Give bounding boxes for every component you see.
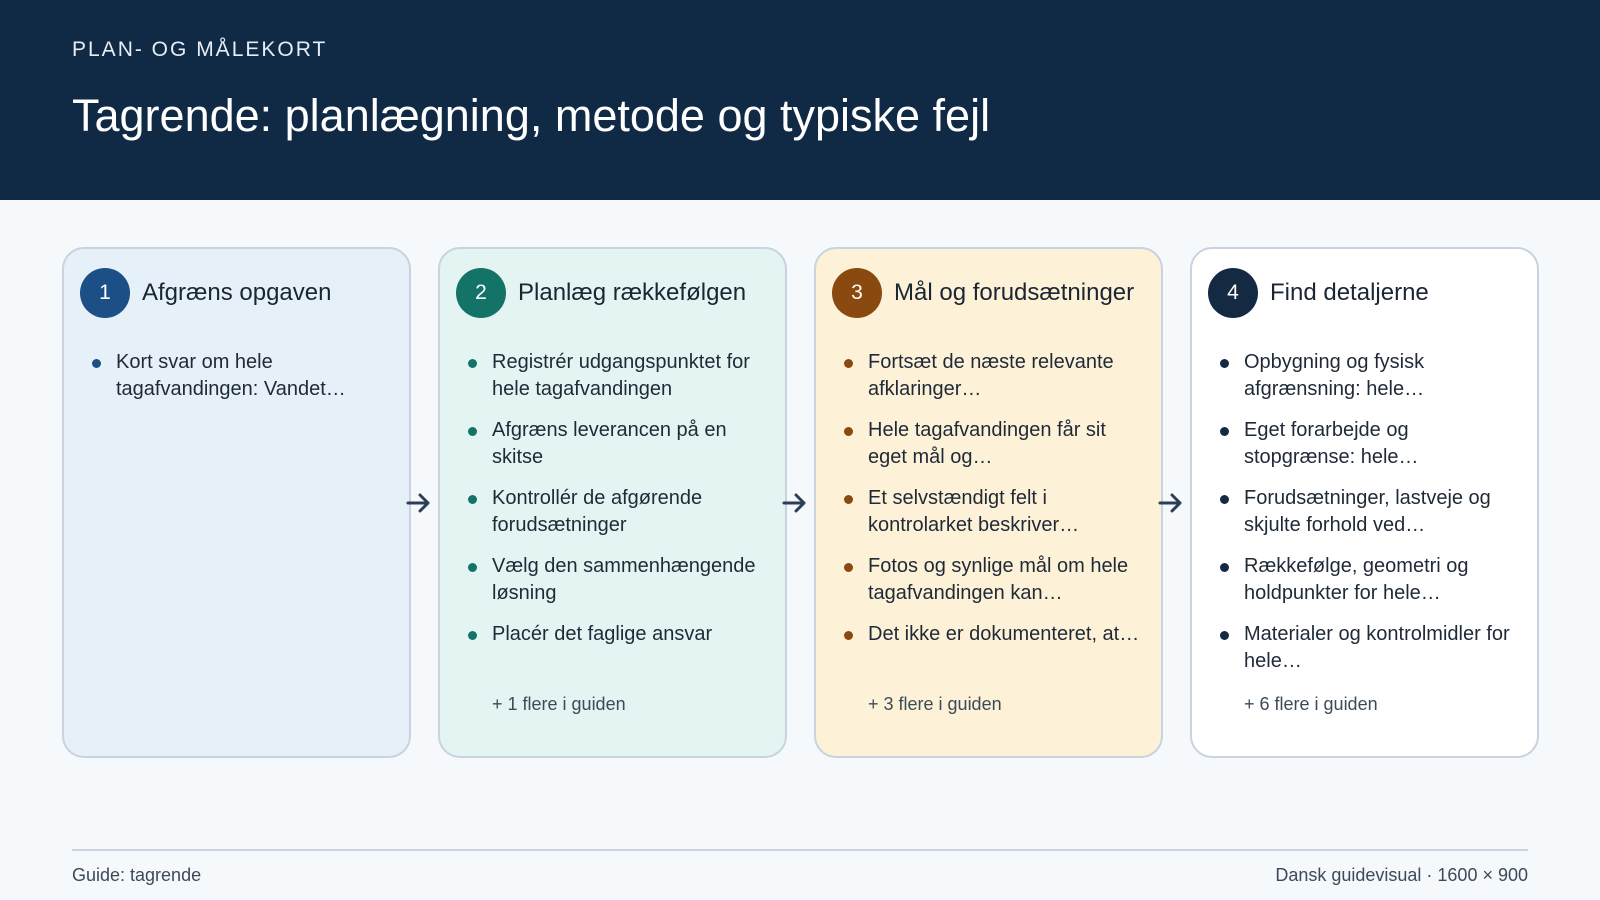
step-card-header: [1208, 268, 1429, 318]
more-in-guide-note: + 6 flere i guiden: [1244, 694, 1378, 714]
bullet-dot-icon: [844, 427, 853, 436]
list-item-text: Hele tagafvandingen får sit eget mål og…: [868, 419, 1106, 468]
list-item-text: Registrér udgangspunktet for hele tagafvandingen: [492, 351, 750, 400]
list-item-text: Et selvstændigt felt i kontrolarket beskriver…: [868, 487, 1080, 536]
step-card-header: [456, 268, 746, 318]
bullet-dot-icon: [468, 563, 477, 572]
bullet-dot-icon: [92, 359, 101, 368]
bullet-dot-icon: [468, 631, 477, 640]
list-item-text: Afgræns leverancen på en skitse: [492, 419, 727, 468]
list-item-text: Kort svar om hele tagafvandingen: Vandet…: [116, 351, 346, 400]
bullet-dot-icon: [468, 359, 477, 368]
list-item: [844, 349, 1149, 403]
step-item-list: [468, 349, 773, 662]
bullet-dot-icon: [1220, 631, 1229, 640]
step-card-title: Afgræns opgaven: [142, 279, 332, 306]
arrow-right-icon: [405, 489, 433, 517]
list-item-text: Opbygning og fysisk afgrænsning: hele…: [1244, 351, 1425, 400]
bullet-dot-icon: [844, 631, 853, 640]
step-item-list: [844, 349, 1149, 662]
list-item-text: Kontrollér de afgørende forudsætninger: [492, 487, 703, 536]
step-number-badge: 3: [832, 268, 882, 318]
list-item: [468, 553, 773, 607]
list-item: [1220, 621, 1525, 675]
list-item: [92, 349, 397, 403]
step-item-list: [1220, 349, 1525, 689]
step-card-3: [814, 247, 1163, 758]
list-item-text: Det ikke er dokumenteret, at…: [868, 623, 1140, 645]
bullet-dot-icon: [468, 495, 477, 504]
list-item: [1220, 553, 1525, 607]
list-item: [844, 553, 1149, 607]
list-item-text: Forudsætninger, lastveje og skjulte forhold ved…: [1244, 487, 1491, 536]
bullet-dot-icon: [1220, 495, 1229, 504]
bullet-dot-icon: [844, 359, 853, 368]
list-item: [1220, 485, 1525, 539]
bullet-dot-icon: [1220, 427, 1229, 436]
list-item-text: Placér det faglige ansvar: [492, 623, 713, 645]
step-number-badge: 4: [1208, 268, 1258, 318]
list-item: [844, 485, 1149, 539]
step-card-2: [438, 247, 787, 758]
step-card-4: [1190, 247, 1539, 758]
more-in-guide-note: + 3 flere i guiden: [868, 694, 1002, 714]
list-item-text: Rækkefølge, geometri og holdpunkter for hele…: [1244, 555, 1469, 604]
bullet-dot-icon: [844, 495, 853, 504]
bullet-dot-icon: [1220, 359, 1229, 368]
step-card-header: [832, 268, 1134, 318]
step-number-badge: 1: [80, 268, 130, 318]
footer-guide-label: Guide: tagrende: [72, 865, 202, 885]
list-item: [468, 417, 773, 471]
list-item: [1220, 417, 1525, 471]
list-item: [844, 417, 1149, 471]
bullet-dot-icon: [1220, 563, 1229, 572]
arrow-right-icon: [781, 489, 809, 517]
step-item-list: [92, 349, 397, 417]
footer-divider: [72, 849, 1528, 851]
bullet-dot-icon: [844, 563, 853, 572]
step-card-title: Planlæg rækkefølgen: [518, 279, 747, 306]
list-item-text: Fortsæt de næste relevante afklaringer…: [868, 351, 1114, 400]
arrow-right-icon: [1157, 489, 1185, 517]
list-item: [1220, 349, 1525, 403]
list-item-text: Vælg den sammenhængende løsning: [492, 555, 756, 604]
more-in-guide-note: + 1 flere i guiden: [492, 694, 626, 714]
list-item: [468, 349, 773, 403]
list-item: [844, 621, 1149, 648]
list-item: [468, 621, 773, 648]
list-item: [468, 485, 773, 539]
step-card-title: Mål og forudsætninger: [894, 279, 1135, 306]
step-number-badge: 2: [456, 268, 506, 318]
page-title: Tagrende: planlægning, metode og typiske fejl: [72, 90, 991, 141]
header-banner: [0, 0, 1600, 200]
list-item-text: Eget forarbejde og stopgrænse: hele…: [1244, 419, 1419, 468]
step-card-title: Find detaljerne: [1270, 279, 1429, 306]
footer-meta: Dansk guidevisual · 1600 × 900: [1275, 865, 1528, 885]
bullet-dot-icon: [468, 427, 477, 436]
eyebrow-label: PLAN- OG MÅLEKORT: [72, 38, 328, 61]
list-item-text: Fotos og synlige mål om hele tagafvandingen kan…: [868, 555, 1129, 604]
step-card-header: [80, 268, 331, 318]
list-item-text: Materialer og kontrolmidler for hele…: [1244, 623, 1510, 672]
step-card-1: [62, 247, 411, 758]
